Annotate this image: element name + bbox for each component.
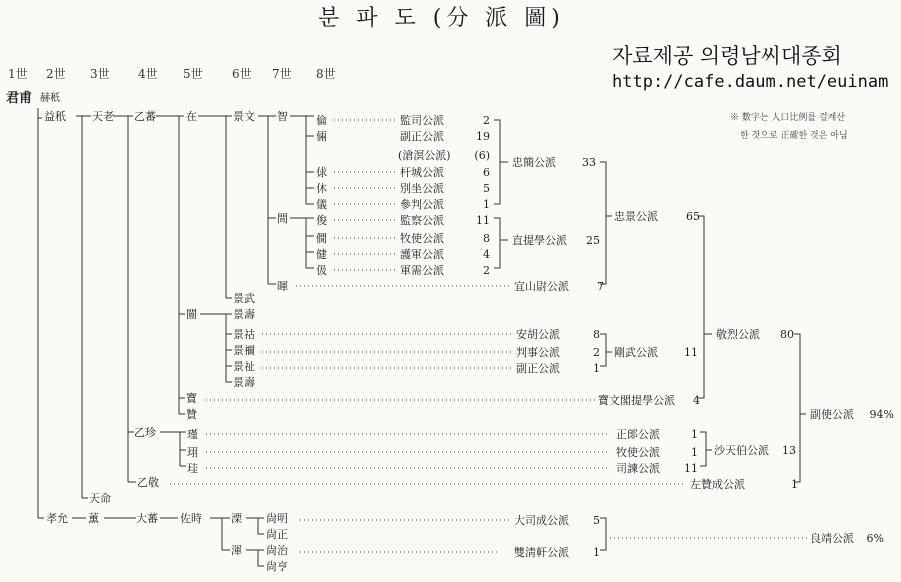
branch-name: 副正公派 (516, 362, 560, 375)
group-name: 良靖公派 (810, 532, 854, 545)
person-node: 景祉 (233, 360, 255, 373)
group-count: 25 (586, 234, 600, 247)
person-node: 尙明 (266, 512, 288, 525)
person-node: 景文 (233, 110, 255, 123)
branch-count: (6) (474, 149, 490, 162)
group-name: 沙天伯公派 (714, 444, 769, 457)
person-node: 珝 (187, 446, 198, 459)
branch-name: 護軍公派 (400, 248, 444, 261)
generation-label: 8世 (316, 67, 336, 81)
person-node: 乙蕃 (134, 110, 156, 123)
person-node: 佐時 (180, 512, 202, 525)
person-node: 伋 (316, 264, 327, 277)
generation-label: 6世 (232, 67, 252, 81)
person-node: 俅 (316, 166, 327, 179)
person-node: 景祜 (233, 328, 255, 341)
branch-count: 1 (483, 198, 490, 211)
branch-name: 宜山尉公派 (514, 280, 569, 293)
generation-label: 4世 (138, 67, 158, 81)
person-node: 在 (186, 110, 197, 123)
person-node: 乙敬 (137, 476, 159, 489)
person-node: 景武 (233, 292, 255, 305)
branch-count: 8 (483, 232, 490, 245)
group-name: 直提學公派 (512, 234, 567, 247)
group-count: 65 (686, 210, 700, 223)
generation-label: 3世 (90, 67, 110, 81)
branch-name: 雙淸軒公派 (514, 546, 569, 559)
branch-count: 2 (483, 114, 490, 127)
branch-count: 1 (791, 478, 798, 491)
person-node: 闓 (186, 308, 197, 321)
group-name: 副使公派 (810, 408, 854, 421)
group-count: 6% (866, 532, 884, 545)
person-node: 尙治 (266, 544, 288, 557)
person-node: 休 (316, 182, 327, 195)
note-line-2: 한 것으로 正確한 것은 아님 (740, 131, 848, 141)
group-name: 剛武公派 (614, 346, 658, 359)
branch-name: 牧使公派 (400, 232, 444, 245)
person-node: 尙亨 (266, 560, 288, 573)
branch-count: 4 (483, 248, 490, 261)
person-node: 大蕃 (136, 512, 158, 525)
person-node: 儀 (316, 198, 327, 211)
group-count: 11 (684, 346, 698, 359)
source-credit: 자료제공 의령남씨대종회 (612, 44, 842, 68)
person-node: 渾 (231, 544, 242, 557)
generation-label: 1世 (8, 67, 28, 81)
person-node: 間 (277, 212, 288, 225)
page-title: 분 파 도 (分 派 圖) (318, 6, 565, 31)
person-node: 赫秖 (40, 93, 60, 104)
source-url[interactable]: http://cafe.daum.net/euinam (612, 72, 889, 92)
person-node: 景壽 (233, 308, 255, 321)
branch-count: 19 (476, 130, 490, 143)
person-node: 健 (316, 248, 327, 261)
person-node: 倫 (316, 114, 327, 127)
person-node: 君甫 (6, 91, 33, 106)
branch-name: 參判公派 (400, 198, 444, 211)
person-node: 暉 (277, 280, 288, 293)
person-node: 乙珍 (134, 426, 156, 439)
branch-name: 杆城公派 (400, 166, 444, 179)
person-node: 珪 (187, 462, 198, 475)
branch-count: 1 (593, 362, 600, 375)
group-count: 33 (582, 156, 596, 169)
group-name: 忠景公派 (614, 210, 658, 223)
person-node: 孝允 (46, 512, 68, 525)
branch-name: 軍需公派 (400, 264, 444, 277)
branch-count: 1 (691, 446, 698, 459)
branch-name: 判事公派 (516, 346, 560, 359)
person-node: 倆 (316, 130, 327, 143)
person-node: 益秖 (44, 110, 66, 123)
branch-name: 牧使公派 (616, 446, 660, 459)
branch-count: 7 (597, 280, 604, 293)
branch-count: 2 (483, 264, 490, 277)
person-node: 溧 (231, 512, 242, 525)
person-node: 俊 (316, 214, 327, 227)
group-count: 13 (782, 444, 796, 457)
person-node: 景壽 (233, 376, 255, 389)
branch-name: 監察公派 (400, 214, 444, 227)
person-node: 景禰 (233, 344, 255, 357)
branch-name: (滄溟公派) (398, 149, 451, 162)
branch-count: 1 (593, 546, 600, 559)
branch-count: 11 (476, 214, 490, 227)
person-node: 薰 (88, 512, 99, 525)
branch-name: 監司公派 (400, 114, 444, 127)
branch-count: 1 (691, 428, 698, 441)
branch-name: 司諫公派 (616, 462, 660, 475)
branch-count: 2 (593, 346, 600, 359)
branch-name: 正郞公派 (616, 428, 660, 441)
branch-count: 6 (483, 166, 490, 179)
branch-name: 寶文閣提學公派 (598, 394, 675, 407)
branch-count: 8 (593, 328, 600, 341)
person-node: 寶 (186, 392, 197, 405)
branch-count: 11 (684, 462, 698, 475)
group-count: 80 (780, 328, 794, 341)
group-count: 94% (869, 408, 894, 421)
person-node: 天命 (89, 492, 111, 505)
person-node: 僩 (316, 232, 327, 245)
group-name: 敬烈公派 (716, 328, 760, 341)
person-node: 智 (277, 110, 288, 123)
branch-count: 4 (693, 394, 700, 407)
branch-name: 大司成公派 (514, 514, 569, 527)
generation-label: 5世 (183, 67, 203, 81)
person-node: 尙正 (266, 528, 288, 541)
generation-label: 2世 (46, 67, 66, 81)
person-node: 天老 (92, 110, 114, 123)
branch-name: 左贊成公派 (690, 478, 745, 491)
person-node: 贊 (186, 408, 197, 421)
group-name: 忠簡公派 (512, 156, 556, 169)
branch-count: 5 (483, 182, 490, 195)
note-line-1: ※ 數字는 人口比例를 걸계산 (730, 113, 846, 123)
branch-name: 副正公派 (400, 130, 444, 143)
branch-name: 安胡公派 (516, 328, 560, 341)
branch-count: 5 (593, 514, 600, 527)
branch-name: 別坐公派 (400, 182, 444, 195)
generation-label: 7世 (272, 67, 292, 81)
person-node: 瑾 (187, 428, 198, 441)
